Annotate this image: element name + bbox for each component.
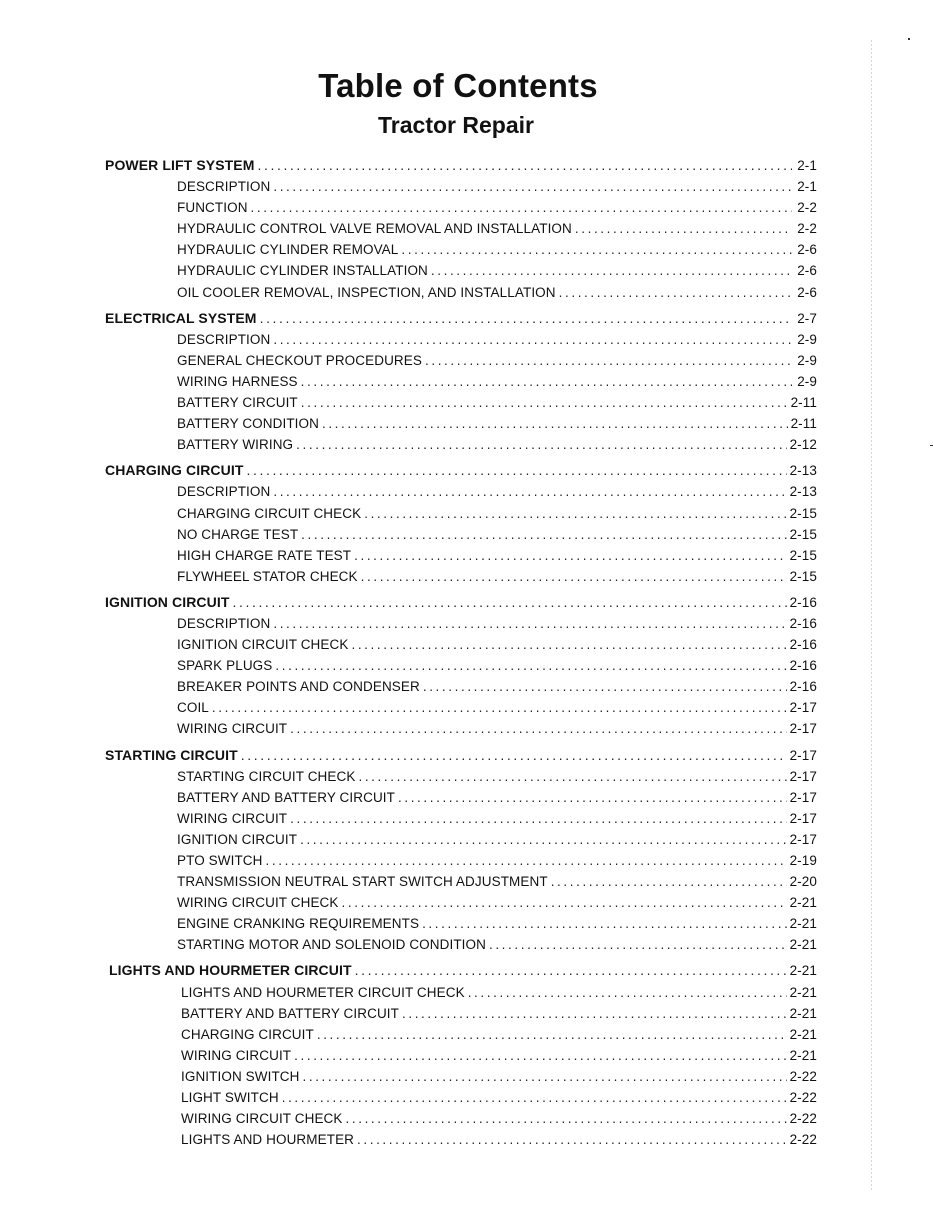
toc-entry[interactable] <box>105 829 817 850</box>
toc-page-number: 2-21 <box>789 1005 817 1021</box>
toc-entry-label: WIRING CIRCUIT <box>177 810 288 826</box>
toc-page-number: 2-16 <box>789 637 817 653</box>
toc-page-number: 2-15 <box>789 568 817 584</box>
dot-leader <box>431 260 792 281</box>
toc-section-starting-circuit <box>105 745 817 956</box>
toc-page-number: 2-9 <box>797 373 817 389</box>
toc-page-number: 2-21 <box>789 1026 817 1042</box>
toc-entry-label: IGNITION CIRCUIT CHECK <box>177 637 349 653</box>
toc-entry-label: WIRING HARNESS <box>177 373 298 389</box>
toc-heading-label: POWER LIFT SYSTEM <box>105 157 255 173</box>
toc-entry[interactable] <box>105 545 817 566</box>
dot-leader <box>551 871 787 892</box>
toc-entry[interactable] <box>105 892 817 913</box>
toc-entry-label: OIL COOLER REMOVAL, INSPECTION, AND INSTALLATION <box>177 284 556 300</box>
dot-leader <box>246 460 786 481</box>
toc-entry[interactable] <box>109 1108 817 1129</box>
toc-section-power-lift-system <box>105 155 817 303</box>
toc-page-number: 2-17 <box>789 747 817 763</box>
dot-leader <box>275 655 786 676</box>
toc-entry-label: GENERAL CHECKOUT PROCEDURES <box>177 352 422 368</box>
toc-entry[interactable] <box>105 503 817 524</box>
toc-page-number: 2-21 <box>789 963 817 979</box>
dot-leader <box>398 787 787 808</box>
dot-leader <box>266 850 787 871</box>
dot-leader <box>351 634 786 655</box>
dot-leader <box>232 592 786 613</box>
toc-entry-label: DESCRIPTION <box>177 615 271 631</box>
dot-leader <box>301 392 788 413</box>
toc-page-number: 2-22 <box>789 1132 817 1148</box>
toc-page-number: 2-16 <box>789 679 817 695</box>
toc-entry-label: HYDRAULIC CYLINDER REMOVAL <box>177 242 399 258</box>
dot-leader <box>241 745 787 766</box>
toc-page-number: 2-15 <box>789 547 817 563</box>
toc-entry-label: IGNITION SWITCH <box>181 1068 300 1084</box>
toc-page-number: 2-11 <box>790 395 817 411</box>
toc-entry[interactable] <box>109 982 817 1003</box>
toc-entry-label: STARTING CIRCUIT CHECK <box>177 768 356 784</box>
toc-entry-label: LIGHT SWITCH <box>181 1090 279 1106</box>
toc-entry[interactable] <box>105 718 817 739</box>
toc-heading-label: ELECTRICAL SYSTEM <box>105 309 257 326</box>
toc-page-number: 2-15 <box>789 526 817 542</box>
toc-section-charging-circuit <box>105 460 817 587</box>
toc-page-number: 2-22 <box>789 1068 817 1084</box>
toc-entry[interactable] <box>109 1129 817 1150</box>
toc-page-number: 2-16 <box>789 658 817 674</box>
toc-entry[interactable] <box>105 176 817 197</box>
dot-leader <box>290 808 786 829</box>
toc-page-number: 2-9 <box>797 331 817 347</box>
toc-heading[interactable] <box>105 155 817 176</box>
toc-page-number: 2-17 <box>789 831 817 847</box>
dot-leader <box>301 371 792 392</box>
toc-entry[interactable] <box>105 350 817 371</box>
dot-leader <box>257 155 792 176</box>
toc-entry[interactable] <box>105 524 817 545</box>
toc-entry-label: WIRING CIRCUIT <box>181 1047 292 1063</box>
toc-heading-label: CHARGING CIRCUIT <box>105 462 244 479</box>
dot-leader <box>317 1024 787 1045</box>
toc-page-number: 2-21 <box>789 937 817 953</box>
toc-entry[interactable] <box>105 413 817 434</box>
toc-page-number: 2-2 <box>797 200 817 216</box>
toc-page-number: 2-17 <box>789 789 817 805</box>
toc-page-number: 2-6 <box>797 242 817 258</box>
dot-leader <box>273 613 786 634</box>
dot-leader <box>354 545 786 566</box>
toc-entry-label: WIRING CIRCUIT <box>177 721 288 737</box>
dot-leader <box>303 1066 787 1087</box>
toc-entry[interactable] <box>105 197 817 218</box>
toc-entry[interactable] <box>109 1045 817 1066</box>
toc-page-number: 2-1 <box>797 158 817 173</box>
toc-entry[interactable] <box>105 850 817 871</box>
toc-page-number: 2-7 <box>797 310 817 326</box>
toc-entry[interactable] <box>109 1087 817 1108</box>
dot-leader <box>212 697 787 718</box>
dot-leader <box>361 566 787 587</box>
toc-entry-label: BREAKER POINTS AND CONDENSER <box>177 679 420 695</box>
dot-leader <box>358 766 786 787</box>
toc-section-lights-and-hourmeter-circuit <box>109 960 817 1150</box>
toc-heading[interactable] <box>109 960 817 981</box>
dot-leader <box>294 1045 786 1066</box>
toc-page-number: 2-6 <box>797 284 817 300</box>
toc-entry-label: COIL <box>177 700 209 716</box>
dot-leader <box>342 892 787 913</box>
dot-leader <box>423 676 787 697</box>
toc-entry[interactable] <box>109 1003 817 1024</box>
toc-heading[interactable] <box>105 460 817 481</box>
dot-leader <box>364 503 786 524</box>
toc-entry[interactable] <box>105 371 817 392</box>
toc-page-number: 2-15 <box>789 505 817 521</box>
toc-entry[interactable] <box>105 697 817 718</box>
page-title: Table of Contents <box>318 67 598 104</box>
toc-entry[interactable] <box>105 239 817 260</box>
dot-leader <box>301 524 786 545</box>
toc-heading[interactable] <box>105 308 817 329</box>
toc-page-number: 2-22 <box>789 1090 817 1106</box>
dot-leader <box>489 934 787 955</box>
toc-page-number: 2-20 <box>789 874 817 890</box>
toc-entry[interactable] <box>105 871 817 892</box>
toc-entry[interactable] <box>105 787 817 808</box>
toc-heading[interactable] <box>105 592 817 613</box>
toc-page-number: 2-21 <box>789 895 817 911</box>
toc-page-number: 2-13 <box>789 484 817 500</box>
toc-entry-label: CHARGING CIRCUIT <box>181 1026 314 1042</box>
dot-leader <box>296 434 786 455</box>
toc-entry[interactable] <box>105 913 817 934</box>
dot-leader <box>260 308 792 329</box>
toc-page-number: 2-17 <box>789 721 817 737</box>
toc-entry-label: HYDRAULIC CYLINDER INSTALLATION <box>177 263 428 279</box>
toc-section-ignition-circuit <box>105 592 817 740</box>
toc-entry[interactable] <box>105 434 817 455</box>
toc-page-number: 2-16 <box>789 594 817 610</box>
toc-entry-label: LIGHTS AND HOURMETER <box>181 1132 355 1148</box>
scan-edge-artifact <box>871 40 872 1190</box>
toc-entry[interactable] <box>105 260 817 281</box>
toc-page-number: 2-9 <box>797 352 817 368</box>
toc-entry[interactable] <box>105 218 817 239</box>
toc-entry-label: ENGINE CRANKING REQUIREMENTS <box>177 916 420 932</box>
dot-leader <box>290 718 786 739</box>
toc-entry-label: BATTERY CONDITION <box>177 416 319 432</box>
dot-leader <box>425 350 792 371</box>
toc-entry-label: DESCRIPTION <box>177 331 271 347</box>
toc-entry-label: HIGH CHARGE RATE TEST <box>177 547 352 563</box>
dot-leader <box>251 197 792 218</box>
dot-leader <box>273 481 786 502</box>
toc-heading[interactable] <box>105 745 817 766</box>
toc-heading-label: IGNITION CIRCUIT <box>105 593 230 610</box>
toc-entry-label: FLYWHEEL STATOR CHECK <box>177 568 358 584</box>
toc-page-number: 2-17 <box>789 810 817 826</box>
dot-leader <box>273 329 792 350</box>
dot-leader <box>422 913 787 934</box>
toc-entry[interactable] <box>105 934 817 955</box>
toc-entry[interactable] <box>105 808 817 829</box>
dot-leader <box>346 1108 787 1129</box>
toc-entry-label: LIGHTS AND HOURMETER CIRCUIT CHECK <box>181 984 465 1000</box>
table-of-contents <box>105 155 817 1155</box>
toc-page-number: 2-6 <box>797 263 817 279</box>
toc-entry[interactable] <box>105 655 817 676</box>
toc-page-number: 2-1 <box>797 179 817 195</box>
dot-leader <box>300 829 786 850</box>
toc-page-number: 2-17 <box>789 768 817 784</box>
dot-leader <box>282 1087 787 1108</box>
toc-page-number: 2-16 <box>789 615 817 631</box>
toc-entry[interactable] <box>105 613 817 634</box>
toc-entry-label: TRANSMISSION NEUTRAL START SWITCH ADJUSTMENT <box>177 874 548 890</box>
dot-leader <box>357 1129 787 1150</box>
toc-entry[interactable] <box>105 566 817 587</box>
toc-entry[interactable] <box>105 676 817 697</box>
toc-entry-label: DESCRIPTION <box>177 484 271 500</box>
toc-entry-label: SPARK PLUGS <box>177 658 273 674</box>
toc-entry-label: NO CHARGE TEST <box>177 526 299 542</box>
toc-entry-label: CHARGING CIRCUIT CHECK <box>177 505 362 521</box>
toc-page-number: 2-19 <box>789 853 817 868</box>
toc-entry-label: WIRING CIRCUIT CHECK <box>177 895 339 911</box>
page-subtitle: Tractor Repair <box>378 112 534 138</box>
toc-entry-label: BATTERY AND BATTERY CIRCUIT <box>177 789 395 805</box>
toc-entry[interactable] <box>105 766 817 787</box>
dot-leader <box>273 176 792 197</box>
toc-entry[interactable] <box>109 1024 817 1045</box>
toc-entry-label: PTO SWITCH <box>177 853 263 868</box>
dot-leader <box>401 239 792 260</box>
toc-page-number: 2-21 <box>789 916 817 932</box>
toc-entry-label: DESCRIPTION <box>177 179 271 195</box>
toc-page-number: 2-21 <box>789 1047 817 1063</box>
toc-page-number: 2-21 <box>789 984 817 1000</box>
toc-entry-label: BATTERY CIRCUIT <box>177 395 298 411</box>
dot-leader <box>559 282 792 303</box>
toc-entry-label: BATTERY AND BATTERY CIRCUIT <box>181 1005 399 1021</box>
toc-entry[interactable] <box>105 481 817 502</box>
toc-page-number: 2-11 <box>790 416 817 432</box>
toc-page-number: 2-12 <box>789 437 817 453</box>
toc-entry[interactable] <box>105 392 817 413</box>
dot-leader <box>355 960 787 981</box>
scan-speck <box>908 38 910 40</box>
toc-heading-label: LIGHTS AND HOURMETER CIRCUIT <box>109 962 352 979</box>
toc-heading-label: STARTING CIRCUIT <box>105 746 238 763</box>
toc-page-number: 2-17 <box>789 700 817 716</box>
toc-page-number: 2-22 <box>789 1111 817 1127</box>
dot-leader <box>322 413 788 434</box>
dot-leader <box>468 982 787 1003</box>
toc-entry-label: BATTERY WIRING <box>177 437 294 453</box>
toc-entry[interactable] <box>105 329 817 350</box>
toc-section-electrical-system <box>105 308 817 456</box>
toc-entry[interactable] <box>105 634 817 655</box>
toc-page-number: 2-13 <box>789 463 817 479</box>
toc-entry[interactable] <box>105 282 817 303</box>
toc-entry-label: STARTING MOTOR AND SOLENOID CONDITION <box>177 937 486 953</box>
toc-entry[interactable] <box>109 1066 817 1087</box>
dot-leader <box>402 1003 787 1024</box>
toc-entry-label: HYDRAULIC CONTROL VALVE REMOVAL AND INSTALLATION <box>177 221 572 237</box>
toc-entry-label: IGNITION CIRCUIT <box>177 831 298 847</box>
dot-leader <box>575 218 792 239</box>
toc-page-number: 2-2 <box>797 221 817 237</box>
toc-entry-label: WIRING CIRCUIT CHECK <box>181 1111 343 1127</box>
toc-entry-label: FUNCTION <box>177 200 248 216</box>
